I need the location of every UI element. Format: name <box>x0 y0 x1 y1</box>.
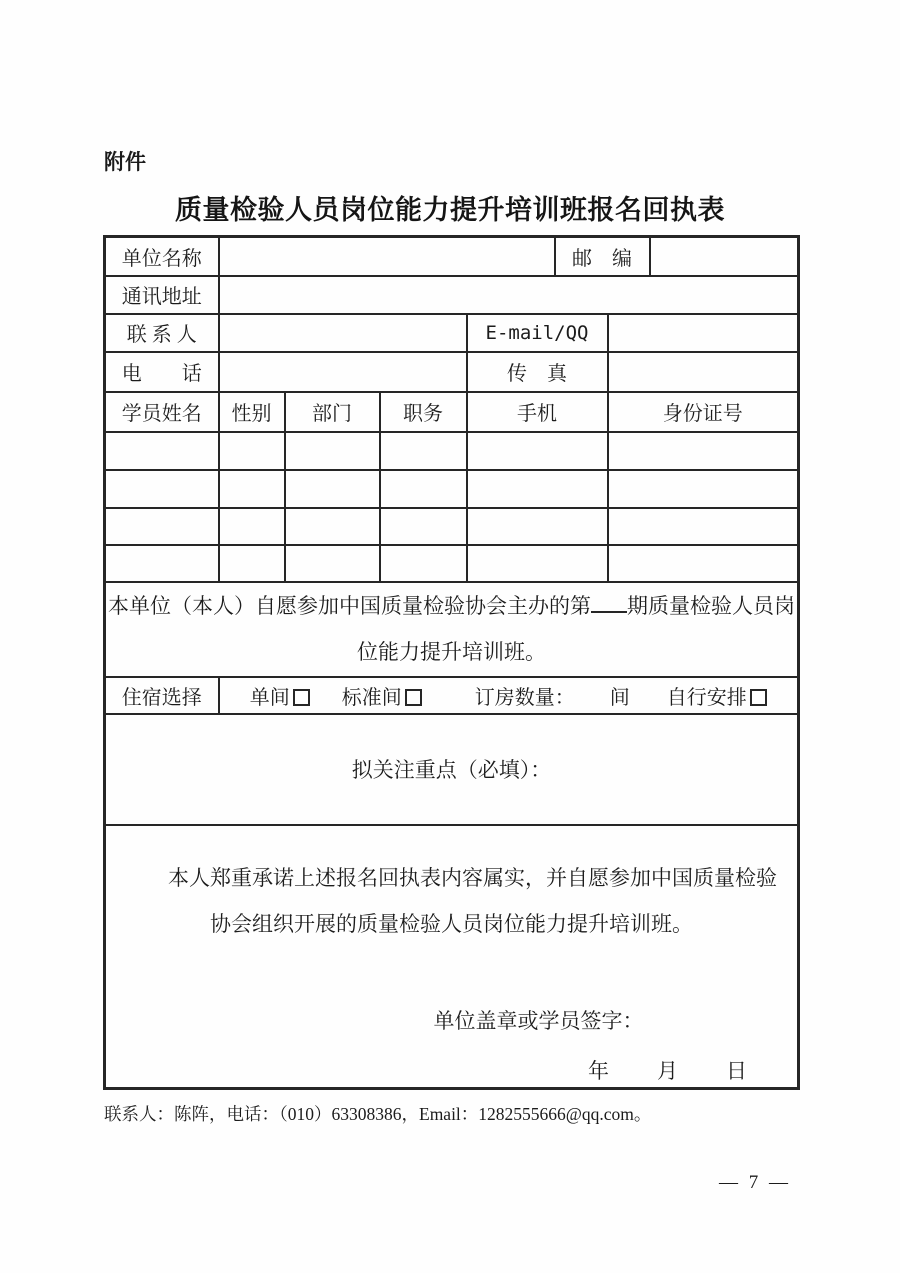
focus-row <box>105 714 799 825</box>
student-header-row <box>105 392 799 432</box>
student-col-mobile: 手机 <box>467 392 608 432</box>
row-address <box>105 276 799 314</box>
commitment-row <box>105 825 799 1089</box>
participation-statement <box>105 582 799 677</box>
student-row-empty <box>105 508 799 545</box>
accommodation-label: 住宿选择 <box>105 677 219 714</box>
room-unit-label: 间 <box>609 686 630 709</box>
date-line: 年 月 日 <box>588 1059 749 1084</box>
registration-form-table <box>103 235 800 1090</box>
student-col-name: 学员姓名 <box>105 392 219 432</box>
row-unit-name <box>105 237 799 276</box>
contact-field <box>219 314 467 352</box>
participation-row <box>105 582 799 677</box>
room-quantity-label: 订房数量： <box>474 686 575 709</box>
option-self-arrange: 自行安排 <box>667 681 767 710</box>
commitment-statement: 本人郑重承诺上述报名回执表内容属实，并自愿参加中国质量检验协会组织开展的质量检验人员岗位能力提升培训班。 <box>168 866 777 937</box>
page-number: — 7 — <box>719 1172 791 1193</box>
fax-field <box>608 352 799 392</box>
row-phone <box>105 352 799 392</box>
page-title: 质量检验人员岗位能力提升培训班报名回执表 <box>175 195 725 225</box>
student-col-gender: 性别 <box>219 392 285 432</box>
session-number-blank <box>591 591 627 613</box>
unit-name-field <box>219 237 555 276</box>
row-contact <box>105 314 799 352</box>
unit-name-label: 单位名称 <box>105 237 219 276</box>
student-row-empty <box>105 432 799 470</box>
address-field <box>219 276 799 314</box>
participation-text-after: 期质量检验人员岗位能力提升培训班。 <box>357 594 795 664</box>
email-field <box>608 314 799 352</box>
accommodation-options <box>219 677 799 714</box>
email-label: E-mail/QQ <box>467 314 608 352</box>
checkbox-icon <box>405 689 422 706</box>
fax-label: 传 真 <box>467 352 608 392</box>
footer-contact-note: 联系人：陈阵，电话：（010）63308386，Email：1282555666@qq.com。 <box>104 1104 652 1124</box>
address-label: 通讯地址 <box>105 276 219 314</box>
checkbox-icon <box>750 689 767 706</box>
student-col-id-number: 身份证号 <box>608 392 799 432</box>
student-row-empty <box>105 470 799 508</box>
option-standard-room: 标准间 <box>342 681 422 710</box>
option-single-room: 单间 <box>250 681 310 710</box>
focus-label: 拟关注重点（必填）： <box>105 714 799 825</box>
student-col-position: 职务 <box>380 392 467 432</box>
postcode-label: 邮 编 <box>555 237 650 276</box>
postcode-field <box>650 237 799 276</box>
participation-text-before: 本单位（本人）自愿参加中国质量检验协会主办的第 <box>108 594 591 618</box>
phone-field <box>219 352 467 392</box>
checkbox-icon <box>293 689 310 706</box>
student-col-department: 部门 <box>285 392 380 432</box>
attachment-label: 附件 <box>104 151 146 174</box>
phone-label: 电 话 <box>105 352 219 392</box>
signature-label: 单位盖章或学员签字： <box>433 1009 644 1034</box>
student-row-empty <box>105 545 799 582</box>
accommodation-row <box>105 677 799 714</box>
contact-label: 联 系 人 <box>105 314 219 352</box>
